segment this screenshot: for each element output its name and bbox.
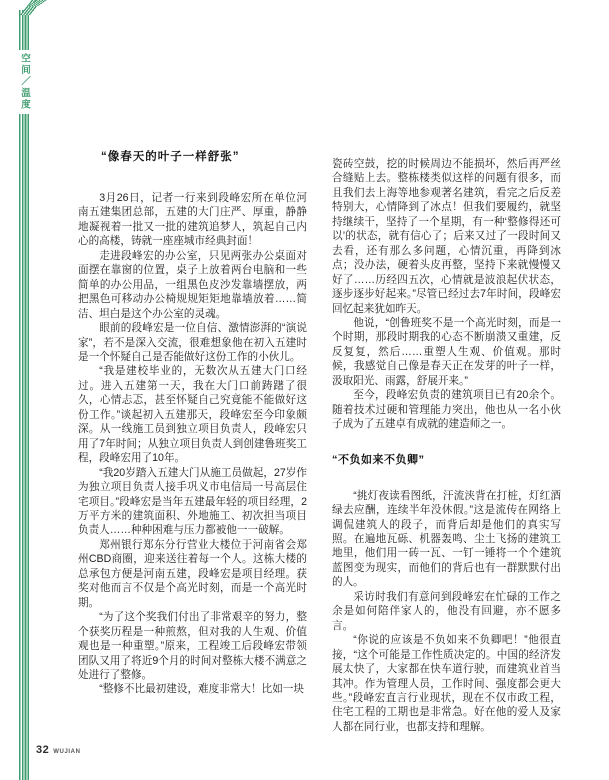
page-footer	[36, 744, 81, 756]
article-paragraph: 采访时我们有意问到段峰宏在忙碌的工作之余是如何陪伴家人的，他没有回避，亦不愿多言。	[332, 590, 561, 632]
article-paragraph: 走进段峰宏的办公室，只见两张办公桌面对面摆在靠窗的位置，桌子上放着两台电脑和一些简单的办公用品，一组黑色皮沙发靠墙摆放，两把黑色可移动办公椅规规矩矩地靠墙放着……简洁、坦白是这个办公室的灵魂。	[78, 249, 307, 320]
article-paragraph: 3月26日，记者一行来到段峰宏所在单位河南五建集团总部，五建的大门庄严、厚重，静静地凝视着一批又一批的建筑追梦人，筑起自己内心的高楼，铸就一座座城市经典封面！	[78, 192, 307, 248]
article-paragraph: “整修不比最初建设，难度非常大！比如一块	[99, 683, 304, 696]
sidebar-stripe-band	[19, 10, 30, 780]
article-paragraph: “挑灯夜读看图纸，汗流浃背在打桩，灯红酒绿去应酬，连续半年没休假。”这是流传在网络上调侃建筑人的段子，而背后却是他们的真实写照。在遍地瓦砾、机器轰鸣、尘土飞扬的建筑工地里，他们用一砖一瓦、一钉一锤将一个个建筑蓝图变为现实，而他们的背后也有一群默默付出的人。	[332, 489, 561, 589]
magazine-brand: WUJIAN	[53, 749, 81, 755]
article-paragraph: 他说，“创鲁班奖不是一个高光时刻，而是一个时期，那段时期我的心态不断崩溃又重建，反反复复，然后……重塑人生观、价值观。那时候，我感觉自己像是春天正在发芽的叶子一样，汲取阳光、雨露，舒展开来。”	[332, 316, 561, 387]
page-number: 32	[36, 744, 50, 756]
article-left-column	[78, 150, 307, 697]
article-paragraph: “为了这个奖我们付出了非常艰辛的努力，整个获奖历程是一种煎熬，但对我的人生观、价值观也是一种重塑。”原来，工程竣工后段峰宏带领团队又用了将近9个月的时间对整栋大楼不满意之处进行了整修。	[78, 611, 307, 681]
article-paragraph-continued: 瓷砖空鼓，挖的时候周边不能损坏，然后再严丝合缝贴上去。整栋楼类似这样的问题有很多，而且我们去上海等地参观著名建筑，看完之后反差特别大，心情降到了冰点！但我们要履约，就坚持继续干，坚持了一个星期，有一种‘整修得还可以’的状态，就有信心了；后来又过了一段时间又去看，还有那么多问题，心情沉重，再降到冰点；没办法，硬着头皮再整，坚持下来就慢慢又好了……历经四五次，心情就是波浪起伏状态，逐步逐步好起来。”尽管已经过去7年时间，段峰宏回忆起来犹如昨天。	[332, 158, 561, 315]
article-paragraph: “我20岁踏入五建大门从施工员做起，27岁作为独立项目负责人接手巩义市电信局一号高层住宅项目。”段峰宏是当年五建最年轻的项目经理，2万平方米的建筑面积、外地施工、初次担当项目负责人……种种困难与压力都被他一一破解。	[78, 466, 307, 537]
article-paragraph: 至今，段峰宏负责的建筑项目已有20余个。随着技术过硬和管理能力突出，他也从一名小伙子成为了五建卓有成就的建造师之一。	[332, 389, 561, 431]
sidebar-category-label: 空间／温度	[14, 50, 35, 114]
article-paragraph: 眼前的段峰宏是一位自信、激情澎湃的“演说家”，若不是深入交流，很难想象他在初入五建时是一个怀疑自己是否能做好这份工作的小伙儿。	[78, 322, 307, 363]
article-right-column	[332, 157, 561, 734]
article-subheading: “不负如来不负卿”	[332, 453, 425, 466]
article-paragraph: “我是建校毕业的，无数次从五建大门口经过。进入五建第一天，我在大门口前踌躇了很久，心情忐忑，甚至怀疑自己究竟能不能做好这份工作。”谈起初入五建那天，段峰宏至今印象颇深。从一线施工员到独立项目负责人，段峰宏只用了7年时间；从独立项目负责人到创建鲁班奖工程，段峰宏用了10年。	[78, 365, 307, 465]
article-headline: “像春天的叶子一样舒张”	[101, 151, 240, 163]
article-paragraph: “你说的应该是不负如来不负卿吧！”他很直接，“这个可能是工作性质决定的。中国的经济发展太快了，大家都在快车道行驶，而建筑业首当其冲。作为管理人员，工作时间、强度都会更大些。”段峰宏直言行业现状，现在不仅市政工程，住宅工程的工期也是非常急。好在他的爱人及家人都在同行业，也都支持和理解。	[332, 634, 561, 733]
article-paragraph: 郑州银行郑东分行营业大楼位于河南省会郑州CBD商圈，迎来送往着每一个人。这栋大楼的总承包方便是河南五建，段峰宏是项目经理。获奖对他而言不仅是个高光时刻，而是一个高光时期。	[78, 538, 307, 609]
